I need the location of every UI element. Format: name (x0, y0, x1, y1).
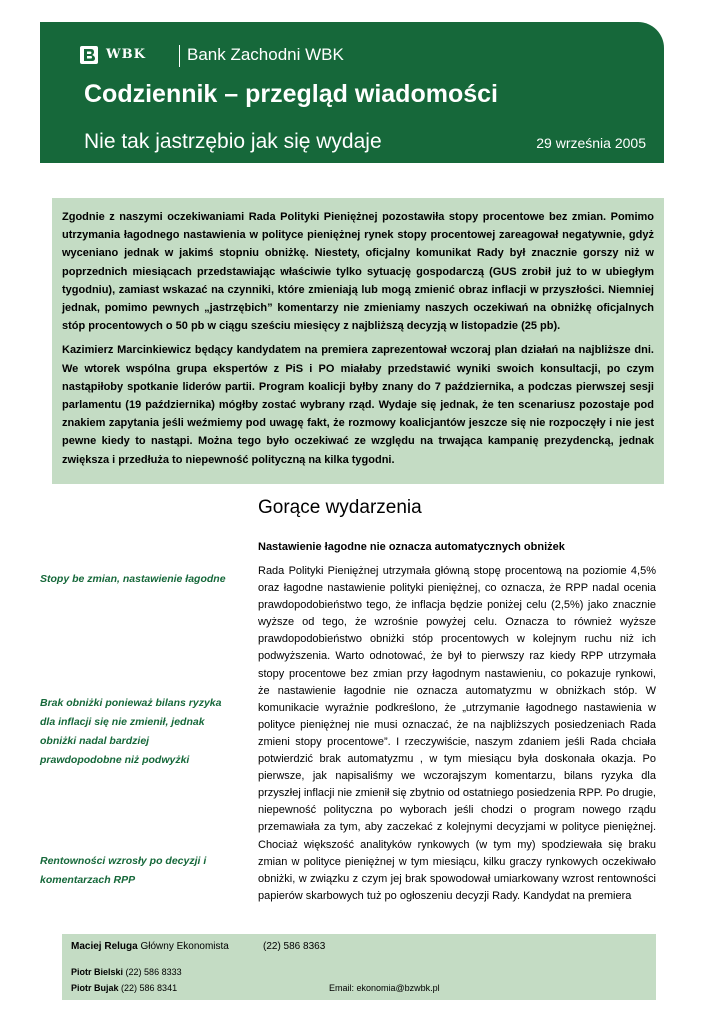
section-title: Gorące wydarzenia (258, 497, 422, 518)
report-date: 29 września 2005 (536, 135, 646, 151)
sidenote-2: Brak obniżki ponieważ bilans ryzyka dla inflacji się nie zmienił, jednak obniżki nadal bardziej prawdopodobne niż podwyżki (40, 697, 222, 766)
person2-name: Piotr Bielski (71, 967, 124, 977)
summary-paragraph-1: Zgodnie z naszymi oczekiwaniami Rada Polityki Pieniężnej pozostawiła stopy procentowe bez zmian. Pomimo utrzymania łagodnego nastawienia w polityce pieniężnej rynek stopy procentowej zareagował negatywnie, gdyż wyceniano jednak w jakimś stopniu obniżkę. Niestety, oficjalny komunikat Rady był znacznie gorszy niż w poprzednich miesiącach przedstawiając właściwie tylko sytuację gospodarczą (GUS zrobił już to w ubiegłym tygodniu), zamiast wskazać na czynniki, które zmieniają lub mogą zmienić obraz inflacji w przyszłości. Niemniej jednak, pomimo pewnych „jastrzębich” komentarzy nie zmieniamy naszych oczekiwań na obniżkę oficjalnych stóp procentowych o 50 pb w ciągu sześciu miesięcy z najbliższą decyzją w listopadzie (25 pb). (62, 211, 654, 333)
chief-name: Maciej Reluga (71, 941, 138, 952)
contact-footer (62, 934, 656, 1000)
email-link[interactable]: Email: ekonomia@bzwbk.pl (329, 983, 440, 993)
logo-wordmark: WBK (106, 47, 146, 62)
bank-logo-icon (80, 46, 98, 64)
person2-phone: (22) 586 8333 (125, 967, 182, 977)
sidenote-3: Rentowności wzrosły po decyzji i komentarzach RPP (40, 855, 207, 886)
chief-phone: (22) 586 8363 (263, 941, 326, 952)
chief-economist-line (71, 941, 229, 952)
bank-name: Bank Zachodni WBK (187, 45, 344, 64)
report-title: Codziennik – przegląd wiadomości (84, 80, 498, 108)
article-title: Nastawienie łagodne nie oznacza automatycznych obniżek (258, 541, 565, 553)
summary-box (52, 198, 664, 484)
logo-divider (179, 45, 180, 67)
report-subtitle: Nie tak jastrzębio jak się wydaje (84, 130, 382, 153)
contact-line-3 (71, 983, 177, 993)
person3-name: Piotr Bujak (71, 983, 119, 993)
article-body: Rada Polityki Pieniężnej utrzymała główną stopę procentową na poziomie 4,5% oraz łagodne nastawienie polityki pieniężnej, co oznacza, że RPP nadal ocenia prawdopodobieństwo tego, że inflacja będzie poniżej celu (2,5%) jako znacznie wyższe od tego, że wzrośnie powyżej celu. Oznacza to również wyższe prawdopodobieństwo obniżki stóp procentowych w kolejnym ruchu niż ich podwyższenia. Warto odnotować, że był to pierwszy raz kiedy RPP utrzymała stopy procentowe bez zmian przy łagodnym nastawieniu, co pokazuje rynkowi, że nastawienie łagodnie nie oznacza automatyzmu w obniżkach stóp. W komunikacie wyraźnie podkreślono, że „utrzymanie łagodnego nastawienia w polityce pieniężnej nie musi oznaczać, że na najbliższych posiedzeniach Rada zmieni stopy procentowe”. I rzeczywiście, naszym zdaniem jeśli Rada chciała potwierdzić brak automatyzmu , w tym miesiącu była doskonała okazja. Po pierwsze, jak napisaliśmy we wczorajszym komentarzu, bilans ryzyka dla przyszłej inflacji nie zmienił się zbytnio od ostatniego posiedzenia RPP. Po drugie, niepewność polityczna po wyborach jeśli chodzi o program nowego rządu przemawiała za tym, aby zaczekać z kolejnymi decyzjami w polityce pieniężnej. Chociaż większość analityków rynkowych (w tym my) spodziewała się braku zmian w polityce pieniężnej w tym miesiącu, kilku graczy rynkowych oczekiwało obniżki, w związku z czym jej brak spowodował umiarkowany wzrost rentowności papierów skarbowych tuż po ogłoszeniu decyzji Rady. Kandydat na premiera (258, 565, 656, 902)
contact-line-2 (71, 967, 182, 977)
person3-phone: (22) 586 8341 (121, 983, 178, 993)
summary-paragraph-2: Kazimierz Marcinkiewicz będący kandydatem na premiera zaprezentował wczoraj plan działań na najbliższe dni. We wtorek wspólna grupa ekspertów z PiS i PO miałaby przedstawić wyniki swoich konsultacji, po czym nastąpiłoby spotkanie liderów partii. Program koalicji byłby znany do 7 października, a podczas pierwszej sesji parlamentu (19 października) mógłby zostać wybrany rząd. Wydaje się jednak, że ten scenariusz pozostaje pod znakiem zapytania jeśli weźmiemy pod uwagę fakt, że rozmowy koalicjantów jeszcze się nie rozpoczęły i nie jest pewne kiedy to nastąpi. Można tego było oczekiwać ze względu na trwająca kampanię prezydencką, jednak zwiększa i przedłuża to niepewność polityczną na kilka tygodni. (62, 344, 654, 466)
report-header (40, 22, 664, 163)
chief-role: Główny Ekonomista (140, 941, 229, 952)
sidenote-1: Stopy be zmian, nastawienie łagodne (40, 573, 226, 585)
